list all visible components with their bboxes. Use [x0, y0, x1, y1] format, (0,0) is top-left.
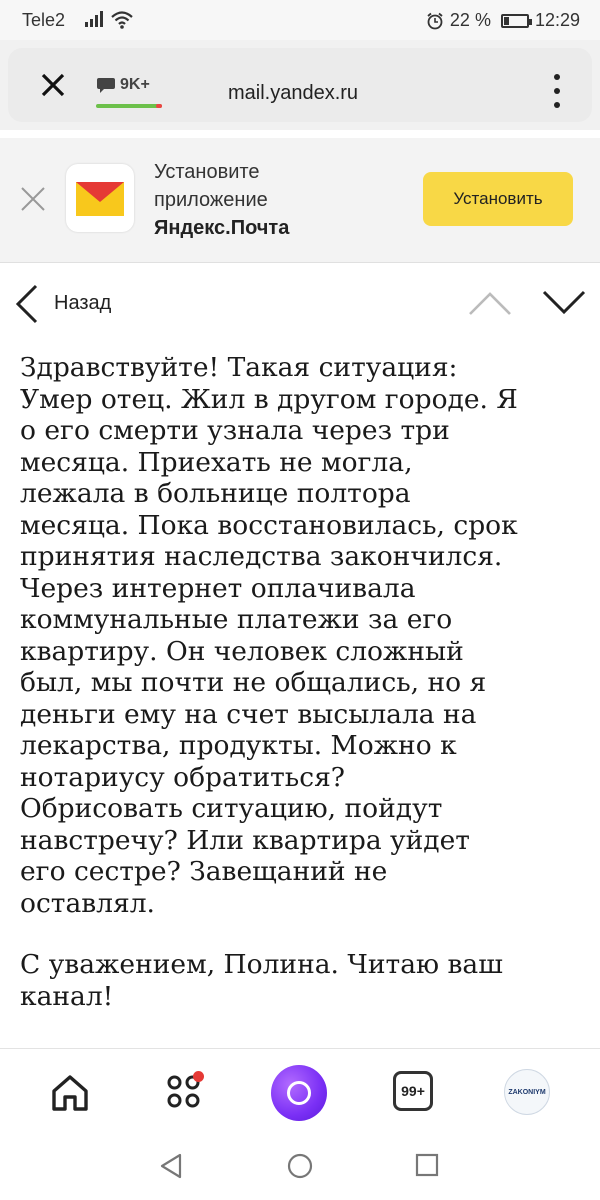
banner-app-name: Яндекс.Почта [154, 217, 290, 239]
recents-square-icon[interactable] [414, 1152, 440, 1178]
system-navigation [0, 1136, 600, 1200]
signature-line: канал! [20, 980, 114, 1012]
mail-navigation [0, 268, 600, 340]
load-indicator [96, 104, 162, 108]
browser-toolbar [0, 40, 600, 130]
message-signature [20, 949, 585, 1012]
notification-dot [193, 1071, 204, 1082]
carrier-name: Tele2 [22, 10, 66, 30]
tabs-icon[interactable] [393, 1071, 433, 1111]
alice-icon[interactable] [271, 1065, 327, 1121]
address-bar[interactable] [8, 48, 592, 122]
back-button[interactable]: Назад [54, 292, 112, 314]
chat-bubble-icon [96, 76, 116, 94]
tabs-count: 99+ [401, 1083, 425, 1099]
message-line: Умер отец. Жил в другом городе. Я [20, 383, 518, 415]
message-line: месяца. Приехать не могла, [20, 446, 413, 478]
message-line: принятия наследства закончился. [20, 541, 503, 572]
app-install-banner [0, 138, 600, 263]
status-bar [0, 0, 600, 40]
wifi-icon [110, 10, 134, 30]
message-line: месяца. Пока восстановилась, срок [20, 509, 518, 541]
message-line: лежала в больнице полтора [20, 478, 411, 509]
banner-line-2: приложение [154, 189, 268, 211]
back-chevron-icon[interactable] [14, 284, 40, 324]
clock: 12:29 [534, 10, 580, 30]
message-line: коммунальные платежи за его [20, 604, 453, 635]
services-grid-button[interactable] [160, 1069, 208, 1117]
status-right-group [426, 10, 580, 31]
message-line: оставлял. [20, 887, 155, 919]
yandex-mail-app-icon [66, 164, 134, 232]
previous-message-icon[interactable] [468, 290, 512, 316]
home-circle-icon[interactable] [286, 1152, 314, 1180]
alarm-icon [426, 12, 444, 30]
signature-line: С уважением, Полина. Читаю ваш [20, 949, 503, 980]
battery-percent: 22 % [449, 10, 491, 30]
message-line: нотариусу обратиться? [20, 761, 346, 793]
message-line: его сестре? Завещаний не [20, 856, 388, 887]
battery-icon [501, 14, 529, 28]
message-line: навстречу? Или квартира уйдет [20, 824, 470, 856]
message-line: был, мы почти не общались, но я [20, 667, 487, 698]
back-triangle-icon[interactable] [158, 1152, 184, 1180]
home-icon[interactable] [46, 1069, 94, 1117]
next-message-icon[interactable] [542, 290, 586, 316]
load-indicator-tip [156, 104, 162, 108]
banner-line-1: Установите [154, 161, 260, 183]
browser-bottom-nav [0, 1048, 600, 1137]
avatar[interactable] [504, 1069, 550, 1115]
signal-icon [84, 10, 106, 28]
close-icon[interactable] [38, 70, 68, 100]
battery-level-fill [504, 17, 509, 25]
install-button[interactable]: Установить [423, 172, 573, 226]
dialogs-count: 9K+ [120, 76, 150, 93]
message-line: Через интернет оплачивала [20, 572, 416, 604]
banner-close-icon[interactable] [20, 186, 46, 212]
dialogs-badge[interactable] [96, 76, 150, 94]
avatar-text: ZAKONIYM [508, 1089, 546, 1096]
banner-text [154, 158, 289, 242]
message-line: лекарства, продукты. Можно к [20, 730, 457, 761]
message-line: Обрисовать ситуацию, пойдут [20, 793, 443, 824]
message-line: квартиру. Он человек сложный [20, 635, 464, 667]
envelope-icon [66, 164, 134, 232]
more-vertical-icon[interactable] [552, 74, 562, 108]
message-line: Здравствуйте! Такая ситуация: [20, 352, 458, 383]
message-body [20, 352, 585, 1012]
message-line: деньги ему на счет высылала на [20, 698, 477, 730]
url-text[interactable]: mail.yandex.ru [228, 82, 359, 104]
message-text [20, 352, 585, 919]
message-line: о его смерти узнала через три [20, 415, 450, 446]
